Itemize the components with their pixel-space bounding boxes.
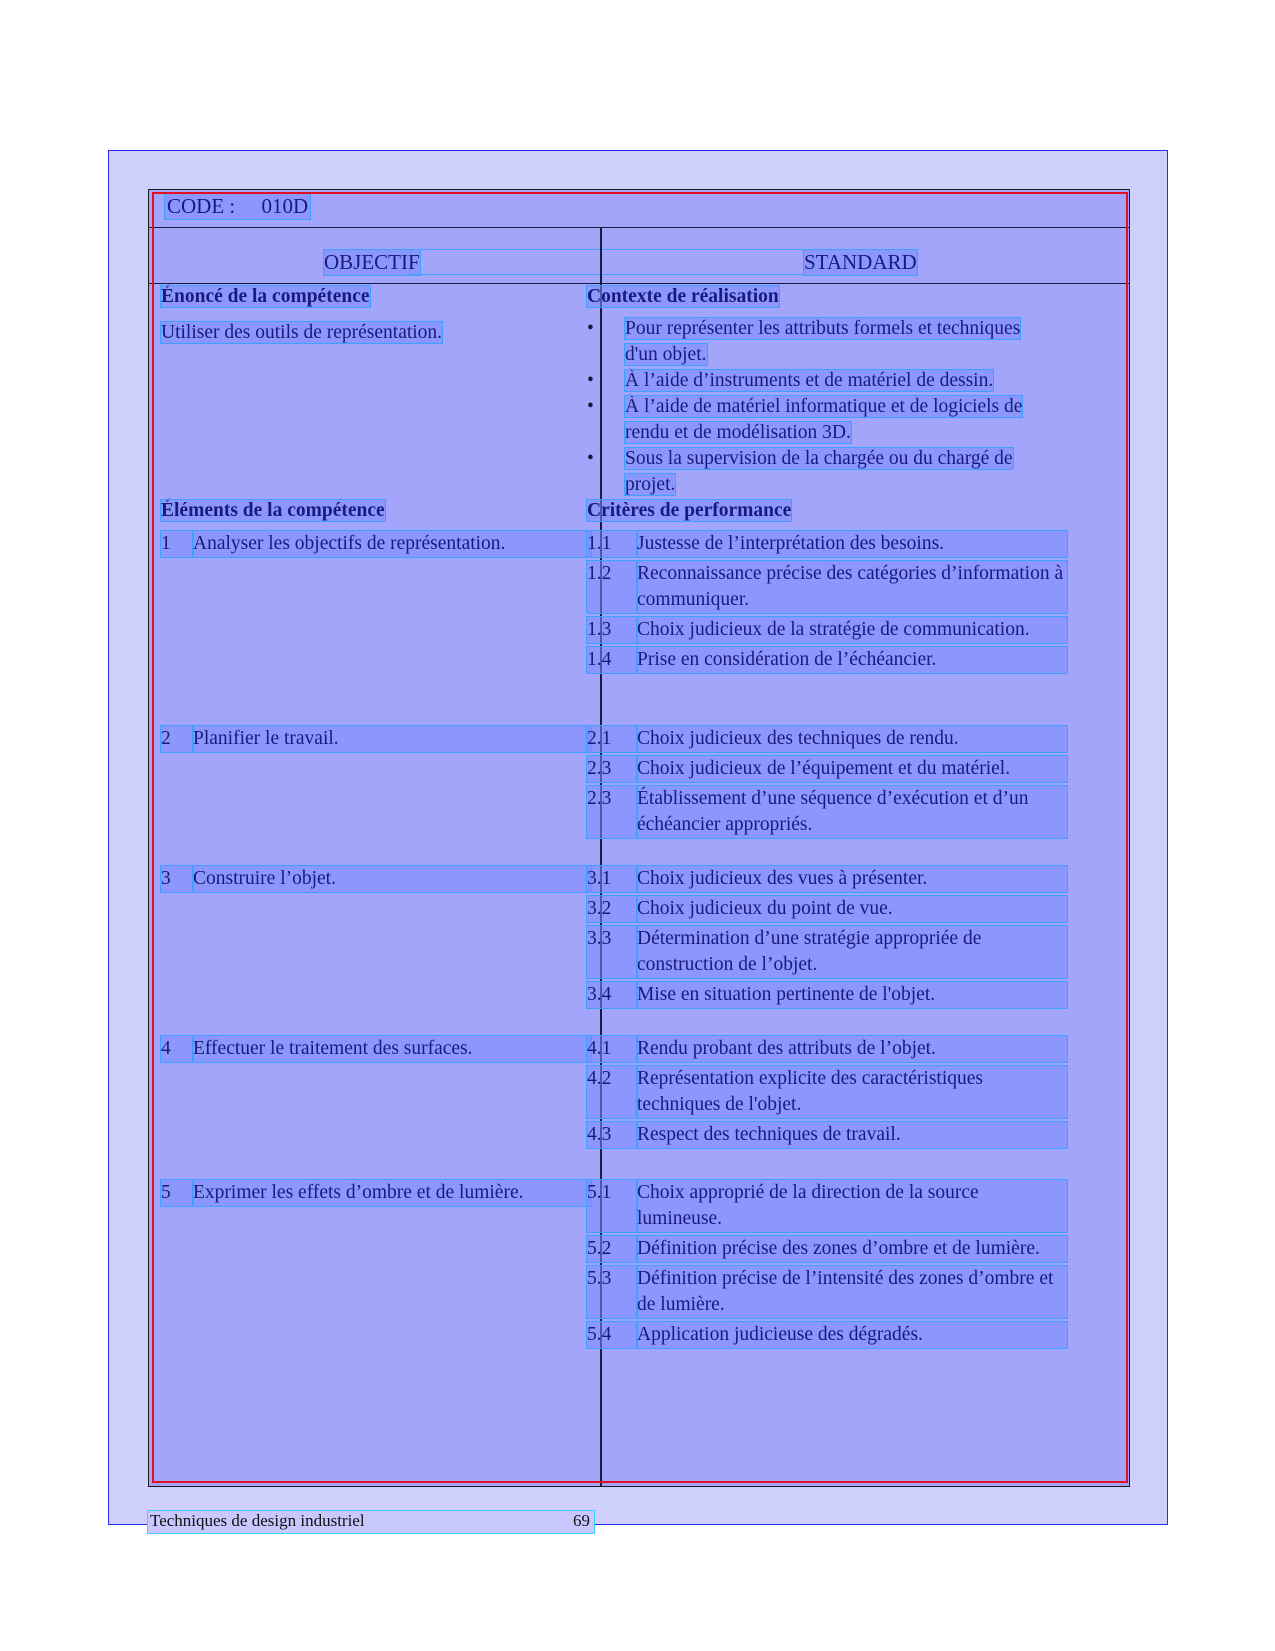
criteres-title: Critères de performance (587, 500, 792, 521)
element-2: 2 Planifier le travail. (161, 726, 591, 752)
criteria-2 (587, 726, 1067, 842)
criteria-1 (587, 531, 1067, 677)
criterion: 2.3 Établissement d’une séquence d’exécution et d’un échéancier appropriés. (587, 786, 1067, 838)
criterion: 4.1 Rendu probant des attributs de l’objet. (587, 1036, 1067, 1062)
contexte-item: • Sous la supervision de la chargée ou du chargé de projet. (587, 446, 1052, 498)
criterion: 2.1 Choix judicieux des techniques de rendu. (587, 726, 1067, 752)
page-footer (148, 1511, 594, 1533)
criterion: 1.3 Choix judicieux de la stratégie de communication. (587, 617, 1067, 643)
criterion: 5.2 Définition précise des zones d’ombre et de lumière. (587, 1236, 1067, 1262)
criterion: 5.1 Choix approprié de la direction de la source lumineuse. (587, 1180, 1067, 1232)
header-link (411, 250, 803, 274)
code-label: CODE : 010D (167, 194, 309, 218)
criterion: 2.3 Choix judicieux de l’équipement et du matériel. (587, 756, 1067, 782)
criterion: 1.4 Prise en considération de l’échéancier. (587, 647, 1067, 673)
element-5: 5 Exprimer les effets d’ombre et de lumière. (161, 1180, 591, 1206)
contexte-title: Contexte de réalisation (587, 286, 779, 307)
header-row (149, 228, 1129, 284)
criteria-3 (587, 866, 1067, 1012)
enonce-title: Énoncé de la compétence (161, 286, 370, 307)
criteria-5 (587, 1180, 1067, 1352)
enonce-text: Utiliser des outils de représentation. (161, 322, 443, 343)
contexte-list (587, 316, 1052, 498)
criterion: 5.4 Application judicieuse des dégradés. (587, 1322, 1067, 1348)
contexte-item: • À l’aide de matériel informatique et de logiciels de rendu et de modélisation 3D. (587, 394, 1052, 446)
criteria-4 (587, 1036, 1067, 1152)
criterion: 5.3 Définition précise de l’intensité des zones d’ombre et de lumière. (587, 1266, 1067, 1318)
element-4: 4 Effectuer le traitement des surfaces. (161, 1036, 591, 1062)
code-row (149, 190, 1129, 228)
criterion: 1.1 Justesse de l’interprétation des besoins. (587, 531, 1067, 557)
criterion: 3.2 Choix judicieux du point de vue. (587, 896, 1067, 922)
elements-title: Éléments de la compétence (161, 500, 385, 521)
criterion: 4.2 Représentation explicite des caractéristiques techniques de l'objet. (587, 1066, 1067, 1118)
code-value: 010D (261, 194, 309, 218)
page-number: 69 (573, 1511, 590, 1530)
element-3: 3 Construire l’objet. (161, 866, 591, 892)
criterion: 3.4 Mise en situation pertinente de l'objet. (587, 982, 1067, 1008)
contexte-item: • À l’aide d’instruments et de matériel de dessin. (587, 368, 1052, 394)
criterion: 3.1 Choix judicieux des vues à présenter. (587, 866, 1067, 892)
criterion: 1.2 Reconnaissance précise des catégories d’information à communiquer. (587, 561, 1067, 613)
header-objectif: OBJECTIF (324, 250, 420, 274)
header-standard: STANDARD (804, 250, 917, 274)
element-1: 1 Analyser les objectifs de représentation. (161, 531, 591, 557)
criterion: 3.3 Détermination d’une stratégie appropriée de construction de l’objet. (587, 926, 1067, 978)
contexte-item: • Pour représenter les attributs formels et techniques d'un objet. (587, 316, 1052, 368)
competency-table (148, 189, 1130, 1487)
footer-title: Techniques de design industriel (150, 1511, 365, 1530)
criterion: 4.3 Respect des techniques de travail. (587, 1122, 1067, 1148)
